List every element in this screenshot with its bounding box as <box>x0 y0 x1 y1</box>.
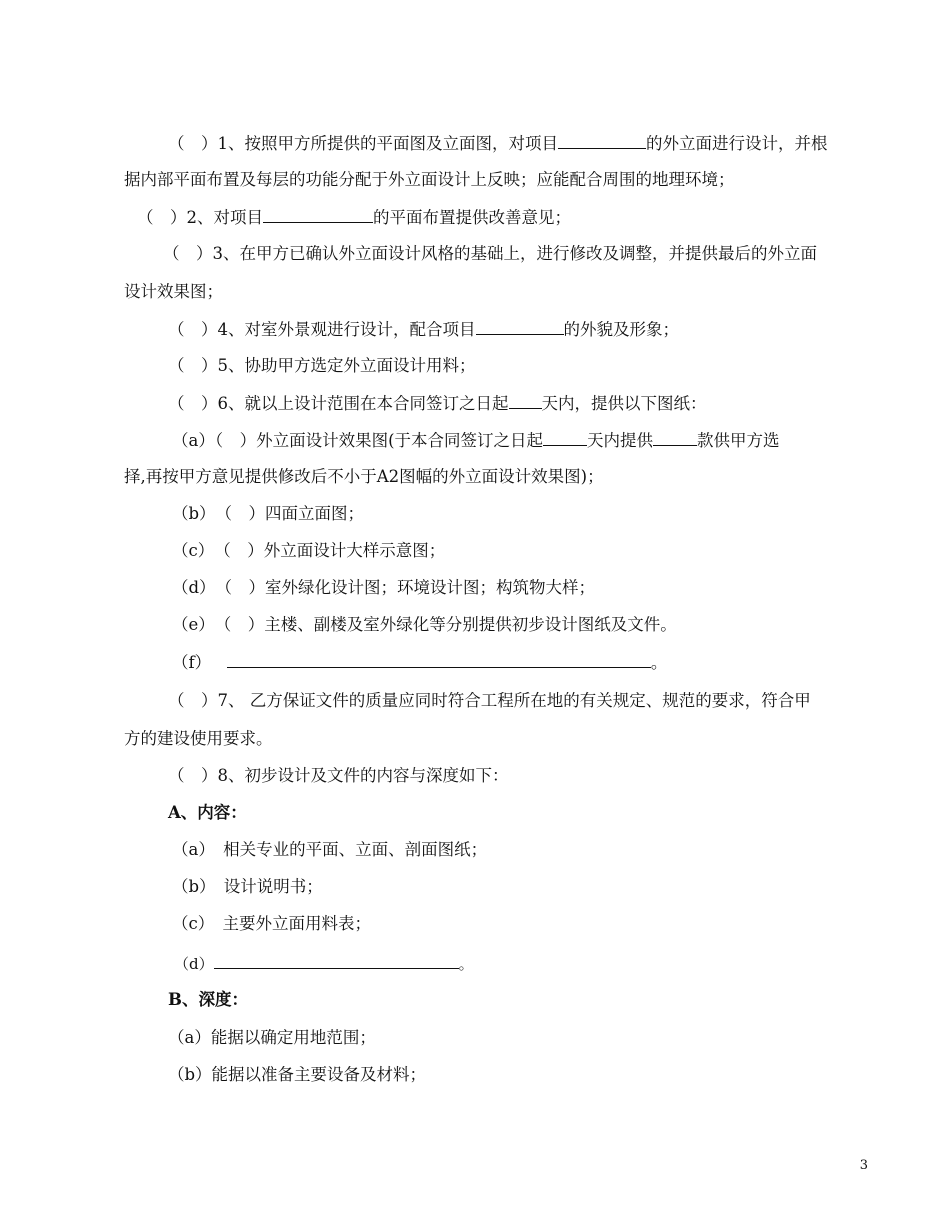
section-a-item-d: （d） 。 <box>174 952 474 975</box>
item-1-line2: 据内部平面布置及每层的功能分配于外立面设计上反映；应能配合周围的地理环境； <box>124 170 735 189</box>
section-a-heading: A、内容： <box>168 803 247 822</box>
item-5: （ ）5、协助甲方选定外立面设计用料； <box>168 356 476 375</box>
item-6e: （e） （ ）主楼、副楼及室外绿化等分别提供初步设计图纸及文件。 <box>172 615 677 634</box>
item-7-line1: （ ）7、 乙方保证文件的质量应同时符合工程所在地的有关规定、规范的要求，符合甲 <box>168 691 811 710</box>
section-a-item-c: （c） 主要外立面用料表； <box>172 914 371 933</box>
page-number: 3 <box>859 1158 868 1173</box>
section-b-item-b: （b）能据以准备主要设备及材料； <box>168 1065 427 1084</box>
item-6a-line2: 择,再按甲方意见提供修改后不小于A2图幅的外立面设计效果图)； <box>124 467 604 486</box>
item-6a-line1: （a）（ ）外立面设计效果图(于本合同签订之日起 天内提供 款供甲方选 <box>172 431 780 450</box>
blank-project-name-2 <box>263 206 373 223</box>
section-a-item-a: （a） 相关专业的平面、立面、剖面图纸； <box>172 840 488 859</box>
item-4: （ ）4、对室外景观进行设计，配合项目 的外貌及形象； <box>168 320 679 339</box>
item-8: （ ）8、初步设计及文件的内容与深度如下： <box>168 766 509 785</box>
item-3-line1: （ ）3、在甲方已确认外立面设计风格的基础上，进行修改及调整，并提供最后的外立面 <box>163 244 817 263</box>
item-6: （ ）6、就以上设计范围在本合同签订之日起 天内，提供以下图纸： <box>168 394 707 413</box>
blank-other-content <box>214 952 459 969</box>
blank-days-2 <box>543 429 587 446</box>
blank-days-1 <box>509 392 542 409</box>
item-2: （ ）2、对项目 的平面布置提供改善意见； <box>137 208 571 227</box>
item-6c: （c） （ ）外立面设计大样示意图； <box>172 541 446 560</box>
section-b-item-a: （a）能据以确定用地范围； <box>168 1028 376 1047</box>
item-6b: （b） （ ）四面立面图； <box>172 504 365 523</box>
blank-count <box>653 429 697 446</box>
item-6d: （d） （ ）室外绿化设计图；环境设计图；构筑物大样； <box>172 578 596 597</box>
item-7-line2: 方的建设使用要求。 <box>124 729 273 748</box>
blank-other-drawings <box>227 651 651 668</box>
section-b-heading: B、深度： <box>168 990 248 1009</box>
item-1-line1: （ ）1、按照甲方所提供的平面图及立面图，对项目 的外立面进行设计，并根 <box>168 134 828 153</box>
blank-project-name-3 <box>476 318 564 335</box>
item-6f: （f） 。 <box>172 653 668 672</box>
blank-project-name-1 <box>558 132 646 149</box>
item-3-line2: 设计效果图； <box>124 282 223 301</box>
section-a-item-b: （b） 设计说明书； <box>172 877 323 896</box>
